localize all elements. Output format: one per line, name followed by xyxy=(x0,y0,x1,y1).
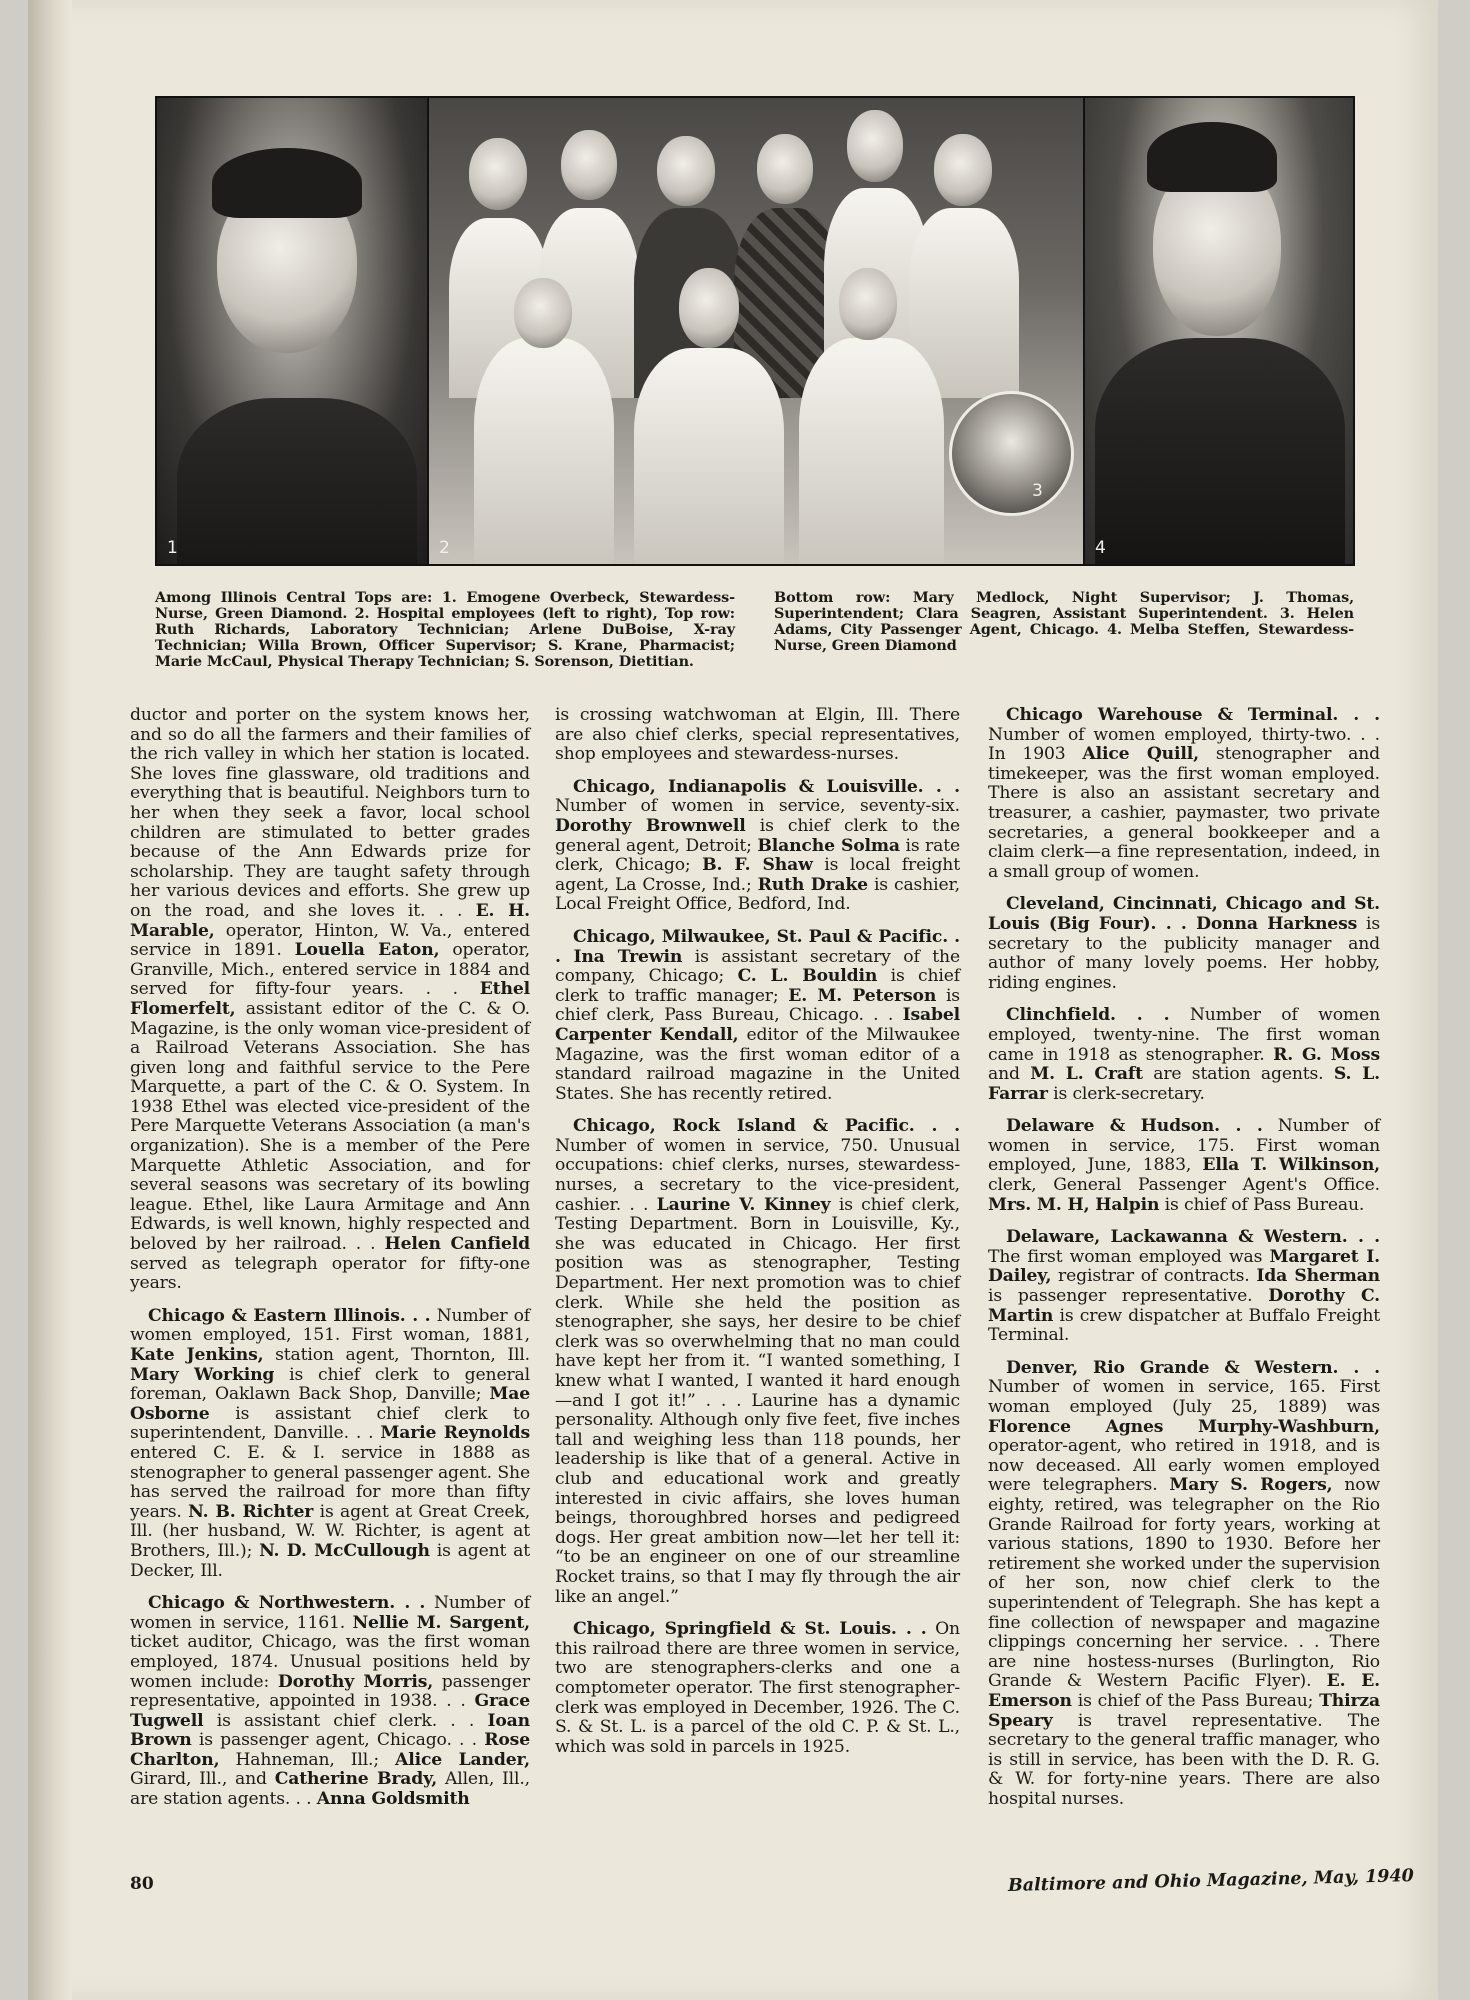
photo-caption-right: Bottom row: Mary Medlock, Night Supervisor; J. Thomas, Superintendent; Clara Seagren, Assistant Superintendent. 3. Helen Adams, City Passenger Agent, Chicago. 4. Melba Steffen, Stewardess-Nurse, Green Diamond xyxy=(774,589,1354,654)
section-heading: Chicago & Northwestern. . . xyxy=(148,1593,426,1614)
paragraph-clinchfield: Clinchfield. . . Number of women employed, twenty-nine. The first woman came in 1918 as stenographer. R. G. Moss and M. L. Craft are station agents. S. L. Farrar is clerk-secretary. xyxy=(988,1005,1380,1104)
paragraph-chicago-warehouse: Chicago Warehouse & Terminal. . . Number of women employed, thirty-two. . . In 1903 Alice Quill, stenographer and timekeeper, was the first woman employed. There is also an assistant secretary and treasurer, a cashier, paymaster, two private secretaries, a general bookkeeper and a claim clerk—a fine representation, indeed, in a small group of women. xyxy=(988,705,1381,882)
photo-caption-left: Among Illinois Central Tops are: 1. Emogene Overbeck, Stewardess-Nurse, Green Diamond. 2. Hospital employees (left to right), Top row: Ruth Richards, Laboratory Technician; Arlene DuBoise, X-ray Technician; Willa Brown, Officer Supervisor; S. Krane, Pharmacist; Marie McCaul, Physical Therapy Technician; S. Sorenson, Dietitian. xyxy=(155,589,735,670)
magazine-footer: Baltimore and Ohio Magazine, May, 1940 xyxy=(1007,1866,1415,1896)
section-heading: Delaware, Lackawanna & Western. . . xyxy=(1006,1227,1380,1248)
paragraph-denver-rio-grande: Denver, Rio Grande & Western. . . Number of women in service, 165. First woman employed (July 25, 1889) was Florence Agnes Murphy-Washburn, operator-agent, who retired in 1918, and is now deceased. All early women employed were telegraphers. Mary S. Rogers, now eighty, retired, was telegrapher on the Rio Grande Railroad for forty years, working at various stations, 1890 to 1930. Before her retirement she worked under the supervision of her son, now chief clerk to the superintendent of Telegraph. She has kept a fine collection of newspaper and magazine clippings concerning her service. . . There are nine hostess-nurses (Burlington, Rio Grande & Western Pacific Flyer). E. E. Emerson is chief of the Pass Bureau; Thirza Speary is travel representative. The secretary to the general traffic manager, who is still in service, has been with the D. R. G. & W. for forty-nine years. There are also hospital nurses. xyxy=(988,1357,1381,1809)
paragraph-chicago-eastern-illinois: Chicago & Eastern Illinois. . . Number of women employed, 151. First woman, 1881, Kate Jenkins, station agent, Thornton, Ill. Mary Working is chief clerk to general foreman, Oaklawn Back Shop, Danville; Mae Osborne is assistant chief clerk to superintendent, Danville. . . Marie Reynolds entered C. E. & I. service in 1888 as stenographer to general passenger agent. She has served the railroad for more than fifty years. N. B. Richter is agent at Great Creek, Ill. (her husband, W. W. Richter, is agent at Brothers, Ill.); N. D. McCullough is agent at Decker, Ill. xyxy=(130,1305,531,1581)
page-number: 80 xyxy=(130,1874,154,1894)
section-heading: Delaware & Hudson. . . xyxy=(1006,1116,1263,1137)
paragraph: ductor and porter on the system knows her, and so do all the farmers and their families of the rich valley in which her station is located. She loves fine glassware, old traditions and everything that is beautiful. Neighbors turn to her when they seek a favor, local school children are stimulated to better grades because of the Ann Edwards prize for scholarship. They are taught safety through her various devices and efforts. She grew up on the road, and she loves it. . . E. H. Marable, operator, Hinton, W. Va., entered service in 1891. Louella Eaton, operator, Granville, Mich., entered service in 1884 and served for fifty-four years. . . Ethel Flomerfelt, assistant editor of the C. & O. Magazine, is the only woman vice-president of a Railroad Veterans Association. She has given long and faithful service to the Pere Marquette, a part of the C. & O. System. In 1938 Ethel was elected vice-president of the Pere Marquette Veterans Association (a man's organization). She is a member of the Pere Marquette Athletic Association, and for several seasons was secretary of its bowling league. Ethel, like Laura Armitage and Ann Edwards, is well known, highly respected and beloved by her railroad. . . Helen Canfield served as telegraph operator for fifty-one years. xyxy=(130,705,531,1294)
paragraph: is crossing watchwoman at Elgin, Ill. There are also chief clerks, special representatives, shop employees and stewardess-nurses. xyxy=(555,705,960,765)
photo-number: 1 xyxy=(167,538,178,558)
section-heading: Chicago & Eastern Illinois. . . xyxy=(148,1305,431,1326)
paragraph-big-four: Cleveland, Cincinnati, Chicago and St. Louis (Big Four). . . Donna Harkness is secretary to the publicity manager and author of many lovely poems. Her hobby, riding engines. xyxy=(988,894,1381,993)
photo-strip xyxy=(155,96,1355,566)
paragraph-chicago-indianapolis-louisville: Chicago, Indianapolis & Louisville. . . Number of women in service, seventy-six. Dorothy Brownwell is chief clerk to the general agent, Detroit; Blanche Solma is rate clerk, Chicago; B. F. Shaw is local freight agent, La Crosse, Ind.; Ruth Drake is cashier, Local Freight Office, Bedford, Ind. xyxy=(555,776,961,915)
paragraph-delaware-lackawanna: Delaware, Lackawanna & Western. . . The first woman employed was Margaret I. Dailey, registrar of contracts. Ida Sherman is passenger representative. Dorothy C. Martin is crew dispatcher at Buffalo Freight Terminal. xyxy=(988,1227,1381,1346)
paragraph-chicago-northwestern: Chicago & Northwestern. . . Number of women in service, 1161. Nellie M. Sargent, ticket auditor, Chicago, was the first woman employed, 1874. Unusual positions held by women include: Dorothy Morris, passenger representative, appointed in 1938. . . Grace Tugwell is assistant chief clerk. . . Ioan Brown is passenger agent, Chicago. . . Rose Charlton, Hahneman, Ill.; Alice Lander, Girard, Ill., and Catherine Brady, Allen, Ill., are station agents. . . Anna Goldsmith xyxy=(130,1593,531,1810)
section-heading: Cleveland, Cincinnati, Chicago and St. Louis (Big Four). . . xyxy=(988,894,1380,934)
photo-number: 3 xyxy=(1032,481,1043,501)
paragraph-chicago-milwaukee: Chicago, Milwaukee, St. Paul & Pacific. . . Ina Trewin is assistant secretary of the company, Chicago; C. L. Bouldin is chief clerk to traffic manager; E. M. Peterson is chief clerk, Pass Bureau, Chicago. . . Isabel Carpenter Kendall, editor of the Milwaukee Magazine, was the first woman editor of a standard railroad magazine in the United States. She has recently retired. xyxy=(555,926,960,1104)
photo-2-hospital-employees xyxy=(429,98,1083,564)
article-column-1 xyxy=(130,706,530,1823)
paragraph-delaware-hudson: Delaware & Hudson. . . Number of women in service, 175. First woman employed, June, 1883, Ella T. Wilkinson, clerk, General Passenger Agent's Office. Mrs. M. H, Halpin is chief of Pass Bureau. xyxy=(988,1116,1381,1215)
photo-1-stewardess xyxy=(157,98,427,564)
section-heading: Chicago, Springfield & St. Louis. . . xyxy=(573,1619,927,1640)
photo-number: 4 xyxy=(1095,538,1106,558)
section-heading: Chicago Warehouse & Terminal. . . xyxy=(1006,705,1380,725)
photo-number: 2 xyxy=(439,538,450,558)
article-column-3 xyxy=(988,706,1380,1822)
section-heading: Chicago, Rock Island & Pacific. . . xyxy=(573,1116,960,1137)
page-gutter xyxy=(28,0,72,2000)
section-heading: Chicago, Milwaukee, St. Paul & Pacific. . . xyxy=(555,926,960,967)
article-column-2 xyxy=(555,706,960,1770)
section-heading: Chicago, Indianapolis & Louisville. . . xyxy=(573,776,960,797)
photo-3-inset xyxy=(949,391,1074,516)
section-heading: Clinchfield. . . xyxy=(1006,1005,1170,1026)
paragraph-chicago-springfield: Chicago, Springfield & St. Louis. . . On this railroad there are three women in service, two are stenographers-clerks and one a comptometer operator. The first stenographer-clerk was employed in December, 1926. The C. S. & St. L. is a parcel of the old C. P. & St. L., which was sold in parcels in 1925. xyxy=(555,1619,960,1757)
photo-4-stewardess xyxy=(1085,98,1353,564)
section-heading: Denver, Rio Grande & Western. . . xyxy=(1006,1357,1380,1378)
paragraph-chicago-rock-island: Chicago, Rock Island & Pacific. . . Number of women in service, 750. Unusual occupations: chief clerks, nurses, stewardess-nurses, a secretary to the vice-president, cashier. . . Laurine V. Kinney is chief clerk, Testing Department. Born in Louisville, Ky., she was educated in Chicago. Her first position was as stenographer, Testing Department. Her next promotion was to chief clerk. While she held the position as stenographer, she says, her desire to be chief clerk was so overwhelming that no man could have kept her from it. “I wanted something, I knew what I wanted, I wanted it hard enough—and I got it!” . . . Laurine has a dynamic personality. Although only five feet, five inches tall and weighing less than 118 pounds, her leadership is like that of a general. Active in club and educational work and greatly interested in civic affairs, she loves human beings, thoroughbred horses and pedigreed dogs. Her great ambition now—let her tell it: “to be an engineer on one of our streamline Rocket trains, so that I may fly through the air like an angel.” xyxy=(555,1116,960,1607)
